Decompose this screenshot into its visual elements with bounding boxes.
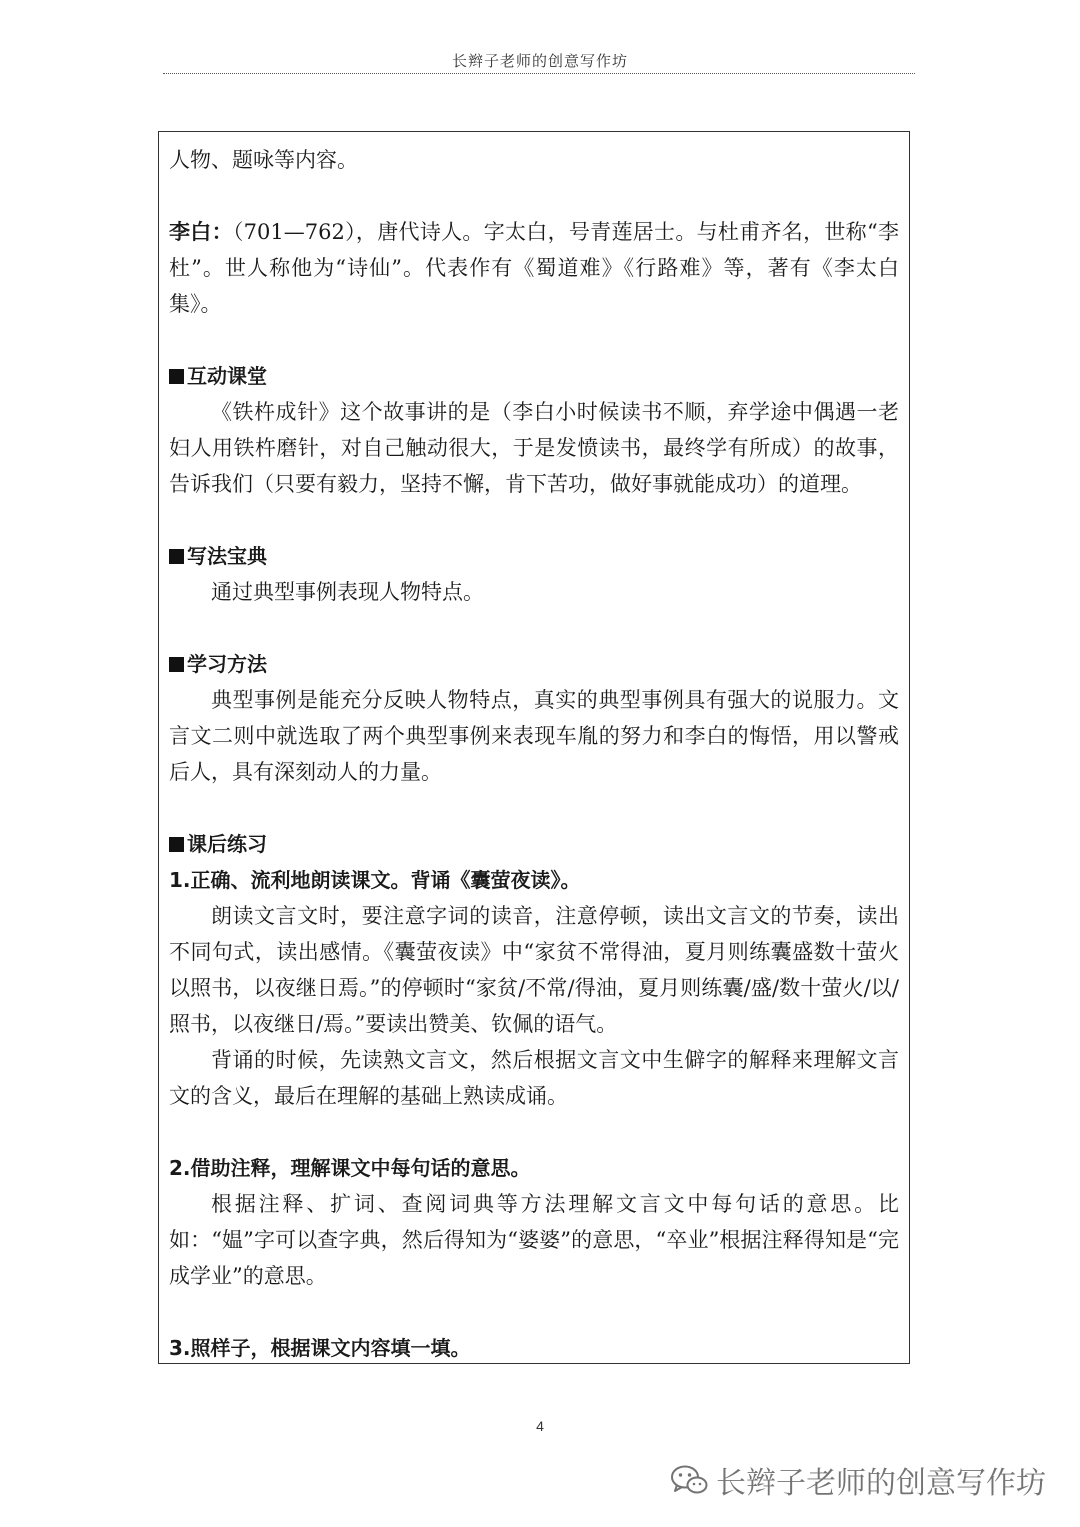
spacer [169, 610, 899, 646]
exercise-1-paragraph-1: 朗读文言文时，要注意字词的读音，注意停顿，读出文言文的节奏，读出不同句式，读出感情。《囊萤夜读》中“家贫不常得油，夏月则练囊盛数十萤火以照书，以夜继日焉。”的停顿时“家贫/不常/得油，夏月则练囊/盛/数十萤火/以/照书，以夜继日/焉。”要读出赞美、钦佩的语气。 [169, 904, 899, 1036]
black-square-icon [169, 369, 184, 384]
intro-tail: 人物、题咏等内容。 [169, 148, 358, 172]
section-heading-exercises: 课后练习 [169, 826, 899, 862]
spacer [169, 1294, 899, 1330]
spacer [169, 1114, 899, 1150]
libai-name: 李白： [169, 220, 233, 244]
watermark-text: 长辫子老师的创意写作坊 [716, 1466, 1046, 1501]
section-heading-interactive: 互动课堂 [169, 358, 899, 394]
wechat-watermark [670, 1458, 1046, 1502]
spacer [169, 790, 899, 826]
content-table-cell [158, 131, 910, 1364]
header-divider [163, 73, 915, 74]
exercise-2-title: 2.借助注释，理解课文中每句话的意思。 [169, 1156, 531, 1180]
section-heading-method: 学习方法 [169, 646, 899, 682]
exercise-3-title: 3.照样子，根据课文内容填一填。 [169, 1336, 471, 1360]
black-square-icon [169, 657, 184, 672]
spacer [169, 502, 899, 538]
libai-bio: （701—762），唐代诗人。字太白，号青莲居士。与杜甫齐名，世称“李杜”。世人称他为“诗仙”。代表作有《蜀道难》《行路难》等，著有《李太白集》。 [169, 220, 900, 316]
interactive-text: 《铁杵成针》这个故事讲的是（李白小时候读书不顺，弃学途中偶遇一老妇人用铁杵磨针，对自己触动很大，于是发愤读书，最终学有所成）的故事，告诉我们（只要有毅力，坚持不懈，肯下苦功，做好事就能成功）的道理。 [169, 400, 899, 496]
section-heading-writing: 写法宝典 [169, 538, 899, 574]
exercise-2-paragraph: 根据注释、扩词、查阅词典等方法理解文言文中每句话的意思。比如：“媪”字可以查字典，然后得知为“婆婆”的意思，“卒业”根据注释得知是“完成学业”的意思。 [169, 1192, 899, 1288]
exercise-1-paragraph-2: 背诵的时候，先读熟文言文，然后根据文言文中生僻字的解释来理解文言文的含义，最后在理解的基础上熟读成诵。 [169, 1048, 899, 1108]
method-text: 典型事例是能充分反映人物特点，真实的典型事例具有强大的说服力。文言文二则中就选取了两个典型事例来表现车胤的努力和李白的悔悟，用以警戒后人，具有深刻动人的力量。 [169, 688, 899, 784]
page-number: 4 [536, 1418, 544, 1434]
libai-bio-paragraph [169, 214, 899, 322]
black-square-icon [169, 549, 184, 564]
spacer [169, 322, 899, 358]
page-header: 长辫子老师的创意写作坊 [451, 52, 628, 70]
wechat-icon [670, 1464, 708, 1496]
spacer [169, 178, 899, 214]
exercise-1-title: 1.正确、流利地朗读课文。背诵《囊萤夜读》。 [169, 868, 581, 892]
black-square-icon [169, 837, 184, 852]
writing-text: 通过典型事例表现人物特点。 [211, 580, 484, 604]
